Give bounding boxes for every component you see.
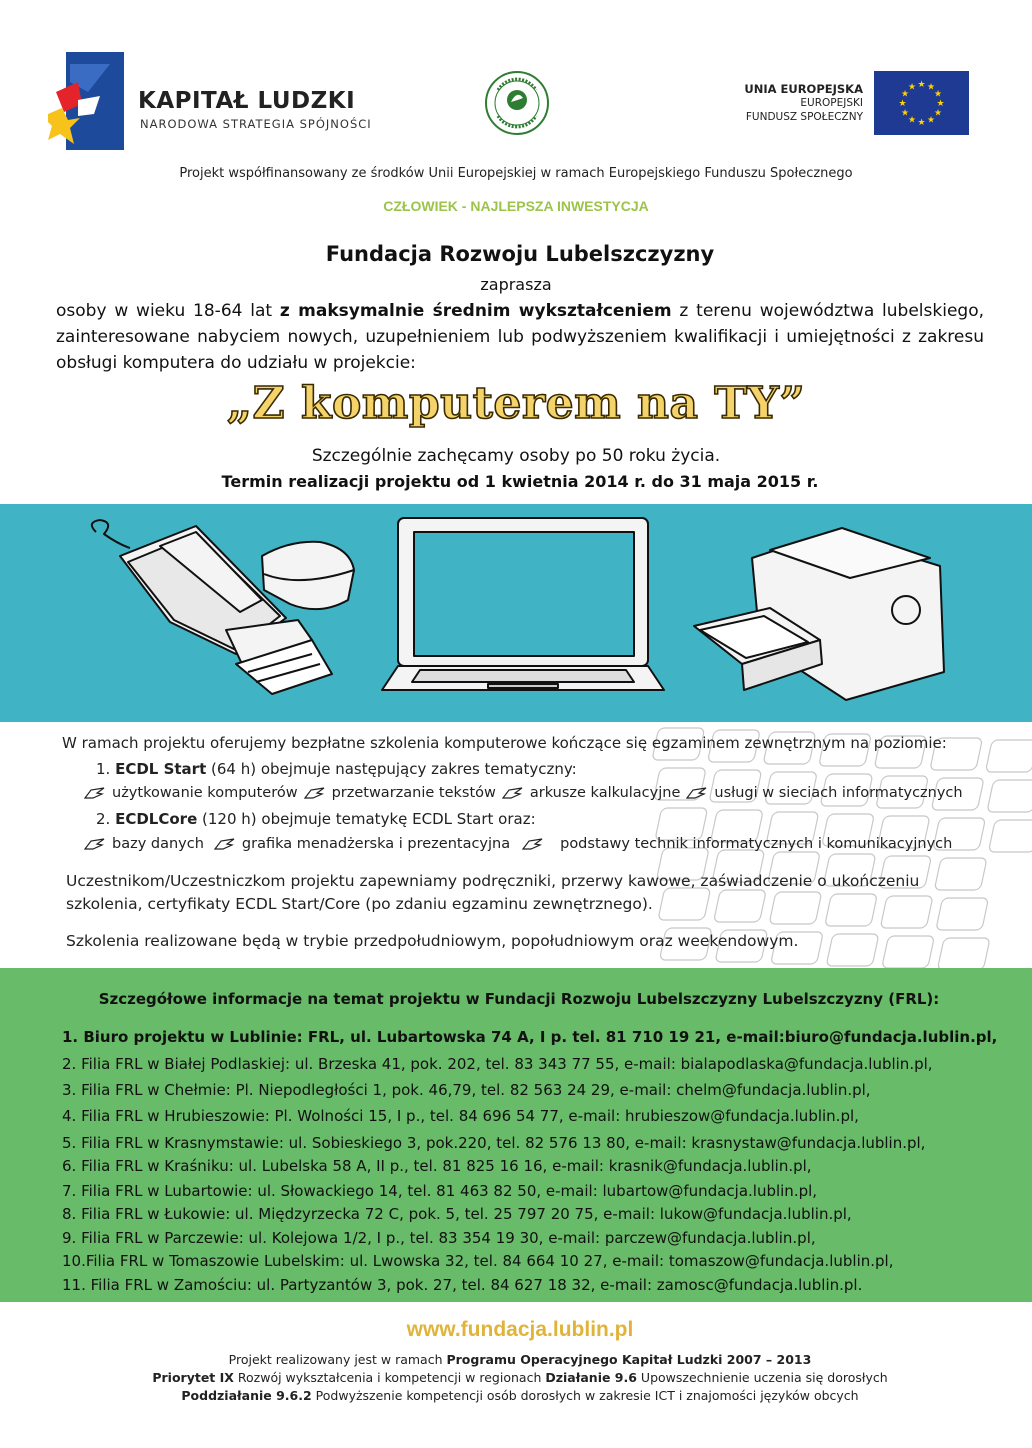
office-item: 5. Filia FRL w Krasnymstawie: ul. Sobieskiego 3, pok.220, tel. 82 576 13 80, e-mail: krasnystaw@fundacja.lublin.pl, (62, 1134, 926, 1152)
office-item: 11. Filia FRL w Zamościu: ul. Partyzantów 3, pok. 27, tel. 84 627 18 32, e-mail: zamosc@fundacja.lublin.pl. (62, 1276, 863, 1294)
eu-star-icon: ★ (936, 99, 945, 109)
office-item: 3. Filia FRL w Chełmie: Pl. Niepodległości 1, pok. 46,79, tel. 82 563 24 29, e-mail: chelm@fundacja.lublin.pl, (62, 1081, 871, 1099)
materials-text: Uczestnikom/Uczestniczkom projektu zapewniamy podręczniki, przerwy kawowe, zaświadczenie o ukończeniu szkolenia, certyfikaty ECDL Start/Core (po zdaniu egzaminu zewnętrznego). (66, 872, 920, 913)
printer-icon (694, 528, 944, 700)
footer-bold: Programu Operacyjnego Kapitał Ludzki 2007 – 2013 (446, 1352, 812, 1367)
topic-item: usługi w sieciach informatycznych (714, 785, 963, 801)
pointing-hand-icon (84, 837, 106, 851)
motto: CZŁOWIEK - NAJLEPSZA INWESTYCJA (383, 198, 649, 214)
office-item: 2. Filia FRL w Białej Podlaskiej: ul. Brzeska 41, pok. 202, tel. 83 343 77 55, e-mail: bialapodlaska@fundacja.lublin.pl, (62, 1055, 933, 1073)
footer-text: Rozwój wykształcenia i kompetencji w regionach (233, 1370, 546, 1385)
topic-item: przetwarzanie tekstów (331, 785, 496, 801)
encourage-text: Szczególnie zachęcamy osoby po 50 roku życia. (311, 446, 721, 466)
topic-item: podstawy technik informatycznych i komunikacyjnych (560, 836, 953, 852)
level1-line (96, 760, 577, 778)
intro-part2: z terenu województwa lubelskiego, zainteresowane nabyciem nowych, uzupełnieniem lub podwyższeniem kwalifikacji i umiejętności z zakresu obsługi komputera do udziału w projekcie: (56, 301, 985, 373)
pointing-hand-icon (502, 786, 524, 800)
laptop-icon (382, 518, 664, 690)
topic-item: bazy danych (112, 836, 204, 852)
eu-star-icon: ★ (926, 115, 936, 126)
office-item: 7. Filia FRL w Lubartowie: ul. Słowackiego 14, tel. 81 463 82 50, e-mail: lubartow@fundacja.lublin.pl, (62, 1182, 818, 1200)
keyboard-key (882, 936, 935, 968)
foundation-seal-logo (484, 70, 550, 136)
eu-line3: FUNDUSZ SPOŁECZNY (745, 111, 863, 123)
level1-desc: (64 h) obejmuje następujący zakres tematyczny: (206, 760, 577, 778)
intro-paragraph (56, 298, 984, 376)
eu-star-icon: ★ (900, 108, 910, 119)
keyboard-key (826, 934, 879, 966)
eu-flag-icon (874, 71, 969, 135)
eu-star-icon: ★ (898, 99, 907, 109)
keyboard-key (987, 780, 1032, 812)
keyboard-key (988, 820, 1032, 852)
eu-star-icon: ★ (900, 89, 910, 100)
footer-line1 (0, 1352, 1032, 1367)
eu-star-icon: ★ (926, 82, 936, 93)
kl-title: KAPITAŁ LUDZKI (138, 88, 356, 114)
footer-line3 (0, 1388, 1032, 1403)
term-text: Termin realizacji projektu od 1 kwietnia 2014 r. do 31 maja 2015 r. (221, 472, 819, 491)
level2-line (96, 810, 536, 828)
eu-line2: EUROPEJSKI (800, 97, 863, 109)
footer-bold: Poddziałanie 9.6.2 (181, 1388, 312, 1403)
footer-text: Projekt realizowany jest w ramach (228, 1352, 447, 1367)
footer-bold: Działanie 9.6 (545, 1370, 637, 1385)
office-item: 8. Filia FRL w Łukowie: ul. Międzyrzecka 72 C, pok. 5, tel. 25 797 20 75, e-mail: lukow@fundacja.lublin.pl, (62, 1205, 852, 1223)
keyboard-key (985, 740, 1032, 772)
level1-topics (84, 785, 963, 801)
pointing-hand-icon (84, 786, 106, 800)
pointing-hand-icon (214, 837, 236, 851)
level1-number: 1. (96, 760, 111, 778)
level2-desc: (120 h) obejmuje tematykę ECDL Start oraz: (197, 810, 536, 828)
intro-part1: osoby w wieku 18-64 lat (56, 301, 280, 321)
kapital-ludzki-logo (48, 52, 124, 150)
eu-star-icon: ★ (907, 82, 917, 93)
pointing-hand-icon (304, 786, 326, 800)
footer-text: Podwyższenie kompetencji osób dorosłych w zakresie ICT i znajomości języków obcych (311, 1388, 859, 1403)
office-item: 1. Biuro projektu w Lublinie: FRL, ul. Lubartowska 74 A, I p. tel. 81 710 19 21, e-mail:biuro@fundacja.lublin.pl, (62, 1028, 998, 1046)
footer-bold: Priorytet IX (152, 1370, 234, 1385)
project-name: „Z komputerem na TY” (226, 378, 806, 429)
pointing-hand-icon (686, 786, 708, 800)
level2-name: ECDLCore (115, 810, 198, 828)
devices-illustration (0, 504, 1032, 722)
eu-star-icon: ★ (917, 118, 926, 128)
offer-intro: W ramach projektu oferujemy bezpłatne szkolenia komputerowe kończące się egzaminem zewnętrznym na poziomie: (62, 734, 947, 752)
office-item: 4. Filia FRL w Hrubieszowie: Pl. Wolności 15, I p., tel. 84 696 54 77, e-mail: hrubieszow@fundacja.lublin.pl, (62, 1107, 859, 1125)
eu-star-icon: ★ (907, 115, 917, 126)
keyboard-key (937, 938, 990, 968)
eu-star-icon: ★ (917, 80, 926, 90)
footer-text: Upowszechnienie uczenia się dorosłych (636, 1370, 888, 1385)
cofinancing-note: Projekt współfinansowany ze środków Unii Europejskiej w ramach Europejskiego Funduszu Społecznego (179, 166, 853, 181)
organizer-title: Fundacja Rozwoju Lubelszczyzny (325, 242, 715, 266)
topic-item: arkusze kalkulacyjne (529, 785, 681, 801)
level1-name: ECDL Start (115, 760, 207, 778)
mode-text: Szkolenia realizowane będą w trybie przedpołudniowym, popołudniowym oraz weekendowym. (66, 932, 799, 950)
eu-star-icon: ★ (933, 89, 943, 100)
pointing-hand-icon (522, 837, 544, 851)
contact-heading: Szczegółowe informacje na temat projektu w Fundacji Rozwoju Lubelszczyzny Lubelszczyzny (FRL): (98, 990, 940, 1008)
topic-item: użytkowanie komputerów (112, 785, 298, 801)
office-item: 10.Filia FRL w Tomaszowie Lubelskim: ul. Lwowska 32, tel. 84 664 10 27, e-mail: tomaszow@fundacja.lublin.pl, (62, 1252, 894, 1270)
level2-number: 2. (96, 810, 111, 828)
invites-text: zaprasza (480, 275, 552, 294)
eu-line1: UNIA EUROPEJSKA (744, 82, 863, 96)
eu-star-icon: ★ (933, 108, 943, 119)
intro-bold: z maksymalnie średnim wykształceniem (279, 301, 672, 321)
level2-topics (84, 836, 952, 852)
footer-line2 (0, 1370, 1032, 1385)
website-link[interactable]: www.fundacja.lublin.pl (406, 1318, 634, 1341)
kl-subtitle: NARODOWA STRATEGIA SPÓJNOŚCI (140, 117, 372, 131)
topic-item: grafika menadżerska i prezentacyjna (241, 836, 511, 852)
office-item: 6. Filia FRL w Kraśniku: ul. Lubelska 58 A, II p., tel. 81 825 16 16, e-mail: krasnik@fundacja.lublin.pl, (62, 1157, 812, 1175)
office-item: 9. Filia FRL w Parczewie: ul. Kolejowa 1/2, I p., tel. 83 354 19 30, e-mail: parczew@fundacja.lublin.pl, (62, 1229, 816, 1247)
